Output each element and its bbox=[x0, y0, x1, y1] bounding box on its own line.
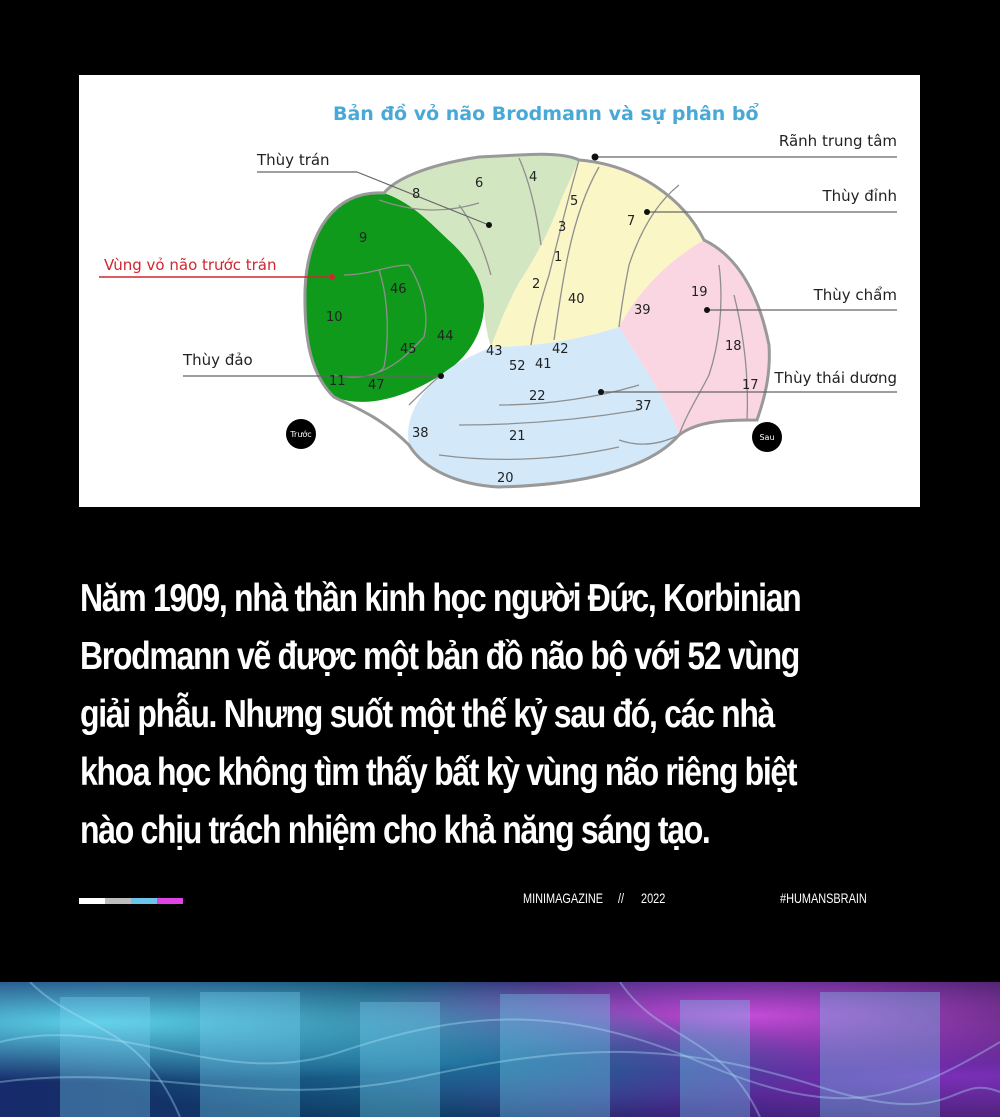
area-label: 17 bbox=[742, 378, 759, 393]
area-label: 10 bbox=[326, 310, 343, 325]
label-central-sulcus: Rãnh trung tâm bbox=[778, 132, 897, 150]
area-label: 45 bbox=[400, 342, 417, 357]
banner-art bbox=[0, 982, 1000, 1117]
area-label: 5 bbox=[570, 194, 579, 209]
area-label: 21 bbox=[509, 429, 526, 444]
caption-paragraph: Năm 1909, nhà thần kinh học người Đức, Korbinian Brodmann vẽ được một bản đồ não bộ với 52 vùng giải phẫu. Nhưng suốt một thế kỷ sau đó, các nhà khoa học không tìm thấy bất kỳ vùng não riêng biệt nào chịu trách nhiệm cho khả năng sáng tạo. bbox=[80, 577, 801, 852]
area-label: 11 bbox=[329, 374, 346, 389]
area-label: 41 bbox=[535, 357, 552, 372]
area-label: 3 bbox=[558, 220, 567, 235]
area-label: 52 bbox=[509, 359, 526, 374]
back-label: Sau bbox=[759, 433, 775, 442]
area-label: 7 bbox=[627, 214, 636, 229]
area-label: 9 bbox=[359, 231, 368, 246]
area-label: 4 bbox=[529, 170, 538, 185]
front-label: Trước bbox=[290, 430, 312, 439]
area-label: 6 bbox=[475, 176, 484, 191]
label-occipital-lobe: Thùy chẩm bbox=[813, 286, 897, 304]
footer-color-bar bbox=[79, 898, 183, 904]
color-bar-segment bbox=[157, 898, 183, 904]
color-bar-segment bbox=[79, 898, 105, 904]
area-label: 37 bbox=[635, 399, 652, 414]
decorative-banner bbox=[0, 982, 1000, 1117]
diagram-title: Bản đồ vỏ não Brodmann và sự phân bổ bbox=[333, 103, 759, 125]
color-bar-segment bbox=[131, 898, 157, 904]
area-label: 19 bbox=[691, 285, 708, 300]
footer-separator: // bbox=[618, 890, 625, 906]
area-label: 39 bbox=[634, 303, 651, 318]
label-parietal-lobe: Thùy đỉnh bbox=[822, 187, 897, 205]
area-label: 1 bbox=[554, 250, 563, 265]
label-prefrontal-cortex: Vùng vỏ não trước trán bbox=[104, 256, 277, 274]
back-badge bbox=[752, 422, 782, 452]
brain-map-svg bbox=[79, 75, 920, 507]
brodmann-diagram bbox=[79, 75, 920, 507]
area-label: 42 bbox=[552, 342, 569, 357]
label-insula: Thùy đảo bbox=[183, 351, 253, 369]
area-label: 38 bbox=[412, 426, 429, 441]
prefrontal-dot bbox=[329, 274, 335, 280]
label-frontal-lobe: Thùy trán bbox=[257, 151, 330, 169]
color-bar-segment bbox=[105, 898, 131, 904]
area-label: 40 bbox=[568, 292, 585, 307]
area-label: 2 bbox=[532, 277, 541, 292]
area-label: 44 bbox=[437, 329, 454, 344]
area-label: 18 bbox=[725, 339, 742, 354]
area-label: 8 bbox=[412, 187, 421, 202]
footer-year: 2022 bbox=[641, 890, 666, 906]
label-temporal-lobe: Thùy thái dương bbox=[774, 369, 897, 387]
footer-brand: MINIMAGAZINE bbox=[523, 890, 604, 906]
front-badge bbox=[286, 419, 316, 449]
area-label: 22 bbox=[529, 389, 546, 404]
area-label: 47 bbox=[368, 378, 385, 393]
area-label: 20 bbox=[497, 471, 514, 486]
area-label: 43 bbox=[486, 344, 503, 359]
area-label: 46 bbox=[390, 282, 407, 297]
footer-hashtag: #HUMANSBRAIN bbox=[780, 890, 867, 906]
